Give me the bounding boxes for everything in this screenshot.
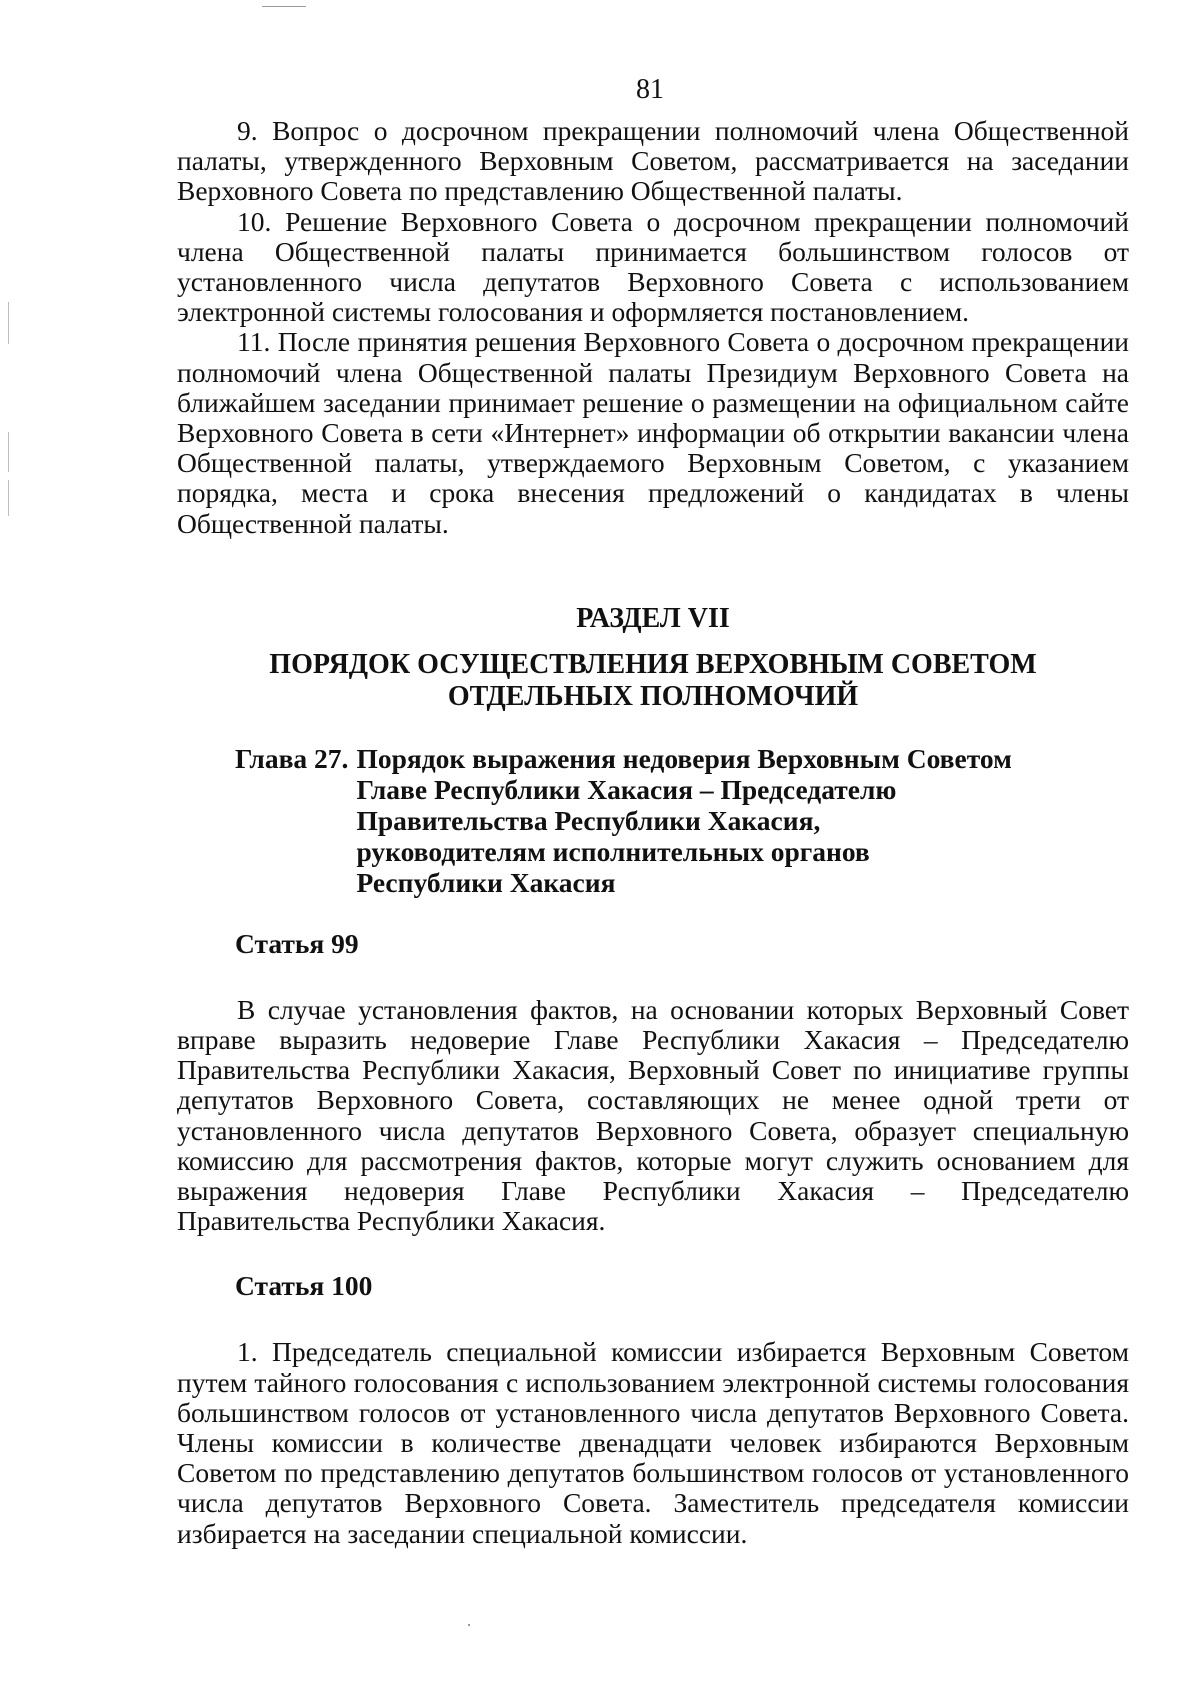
chapter-title-line: Правительства Республики Хакасия, bbox=[356, 804, 821, 836]
chapter-heading bbox=[177, 743, 1129, 898]
scan-mark-top bbox=[262, 6, 306, 7]
chapter-title bbox=[356, 743, 1011, 898]
chapter-title-line: руководителям исполнительных органов bbox=[356, 835, 870, 867]
scan-mark-left-1 bbox=[8, 302, 9, 344]
section-title-line-1: ПОРЯДОК ОСУЩЕСТВЛЕНИЯ ВЕРХОВНЫМ СОВЕТОМ bbox=[269, 648, 1037, 680]
article-99-text: В случае установления фактов, на основании которых Верховный Совет вправе выразить недоверие Главе Республики Хакасия – Председателю Правительства Республики Хакасия, Верховный Совет по инициативе группы депутатов Верховного Совета, составляющих не менее одной трети от установленного числа депутатов Верховного Совета, образует специальную комиссию для рассмотрения фактов, которые могут служить основанием для выражения недоверия Главе Республики Хакасия – Председателю Правительства Республики Хакасия. bbox=[177, 993, 1129, 1237]
chapter-title-line: Республики Хакасия bbox=[356, 866, 616, 898]
chapter-title-line: Порядок выражения недоверия Верховным Советом bbox=[356, 742, 1012, 774]
section-title bbox=[177, 649, 1129, 713]
article-99-heading: Статья 99 bbox=[235, 927, 359, 959]
section-number: РАЗДЕЛ VII bbox=[576, 602, 730, 634]
scan-mark-left-2 bbox=[8, 432, 9, 472]
chapter-number: Глава 27. bbox=[235, 742, 349, 774]
article-100-text: 1. Председатель специальной комиссии избирается Верховным Советом путем тайного голосования с использованием электронной системы голосования большинством голосов от установленного числа депутатов Верховного Совета. Члены комиссии в количестве двенадцати человек избираются Верховным Советом по представлению депутатов большинством голосов от установленного числа депутатов Верховного Совета. Заместитель председателя комиссии избирается на заседании специальной комиссии. bbox=[177, 1336, 1129, 1549]
scan-mark-left-3 bbox=[8, 480, 9, 516]
article-100-heading: Статья 100 bbox=[235, 1270, 373, 1302]
chapter-title-line: Главе Республики Хакасия – Председателю bbox=[356, 773, 897, 805]
section-title-line-2: ОТДЕЛЬНЫХ ПОЛНОМОЧИЙ bbox=[447, 680, 859, 712]
page-number: 81 bbox=[636, 74, 664, 105]
paragraph-9: 9. Вопрос о досрочном прекращении полномочий члена Общественной палаты, утвержденного Верховным Советом, рассматривается на заседании Верховного Совета по представлению Общественной палаты. bbox=[177, 115, 1129, 207]
paragraph-11: 11. После принятия решения Верховного Совета о досрочном прекращении полномочий члена Общественной палаты Президиум Верховного Совета на ближайшем заседании принимает решение о размещении на официальном сайте Верховного Совета в сети «Интернет» информации об открытии вакансии члена Общественной палаты, утверждаемого Верховным Советом, с указанием порядка, места и срока внесения предложений о кандидатах в члены Общественной палаты. bbox=[177, 326, 1129, 539]
document-body bbox=[177, 116, 1129, 1549]
scan-dot bbox=[468, 1624, 470, 1626]
paragraph-10: 10. Решение Верховного Совета о досрочном прекращении полномочий члена Общественной палаты принимается большинством голосов от установленного числа депутатов Верховного Совета с использованием электронной системы голосования и оформляется постановлением. bbox=[177, 205, 1129, 328]
